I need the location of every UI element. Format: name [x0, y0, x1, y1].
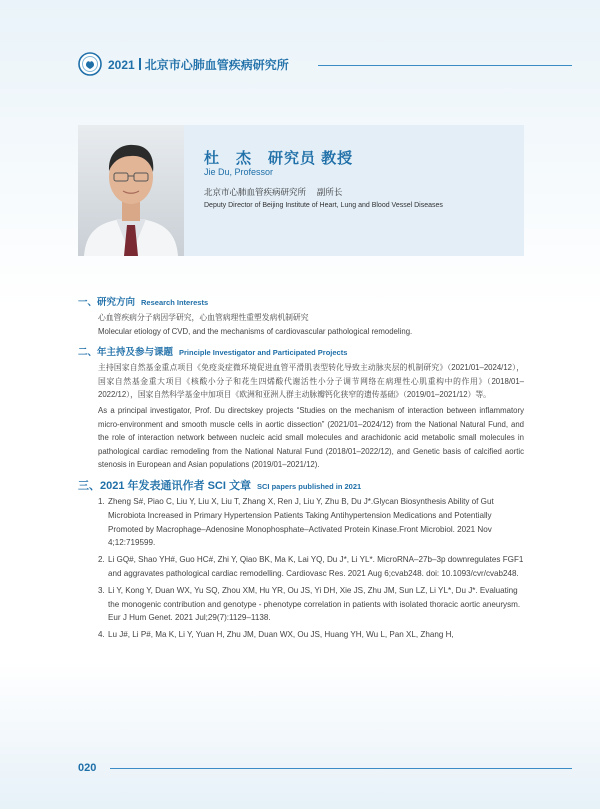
list-item-number: 4.	[98, 630, 105, 640]
projects-heading-en: Principle Investigator and Participated Projects	[179, 348, 348, 358]
projects-body-cn: 主持国家自然基金重点项目《免疫炎症微环境促进血管平滑肌表型转化导致主动脉夹层的机制研究》（2021/01–2024/12），国家自然基金重大项目《核酸小分子和花生四烯酸代谢活性小分子调节网络在病理性心肌重构中的作用》（2018/01–2022/12），国家自然科学基金中加项目《欧洲和亚洲人群主动脉瓣钙化狭窄的遗传基础》（2019/01–2021/12）等。	[98, 363, 524, 400]
research-heading-cn: 一、研究方向	[78, 297, 136, 308]
header-institute: 北京市心肺血管疾病研究所	[144, 58, 289, 72]
research-heading-en: Research Interests	[141, 298, 209, 307]
research-body-en: Molecular etiology of CVD, and the mechanisms of cardiovascular pathological remodeling.	[98, 326, 413, 336]
header-rule	[318, 65, 572, 66]
profile-card	[78, 125, 524, 256]
page-number: 020	[78, 762, 97, 774]
list-item-text: Lu J#, Li P#, Ma K, Li Y, Yuan H, Zhu JM, Duan WX, Ou JS, Huang YH, Wu L, Pan XL, Zhang H,	[108, 630, 454, 640]
portrait-image	[78, 125, 184, 256]
papers-heading-en: SCI papers published in 2021	[256, 481, 362, 491]
papers-section	[78, 480, 524, 642]
main-content	[78, 296, 524, 650]
papers-heading-cn: 三、2021 年发表通讯作者 SCI 文章	[78, 479, 251, 492]
research-heading	[78, 296, 524, 309]
list-item-text: Zheng S#, Piao C, Liu Y, Liu X, Liu T, Zhang X, Ren J, Liu Y, Zhu B, Du J*.Glycan Biosynthesis Ability of Gut Microbiota Increased in Primary Hypertension Patients Taking Antihypertension Medications and Potentially Promoted by Macrophage–Adenosine Monophosphate–Activated Protein Kinase.Front Microbiol. 2021 Nov 4;12:719599.	[108, 496, 494, 548]
list-item-number: 2.	[98, 555, 105, 565]
research-section	[78, 296, 524, 338]
list-item-number: 3.	[98, 585, 105, 595]
profile-name: 杜 杰 研究员 教授	[204, 150, 354, 167]
list-item-text: Li Y, Kong Y, Duan WX, Yu SQ, Zhou XM, Hu YR, Ou JS, Yi DH, Xie JS, Zhu JM, Sun LZ, Li YL*, Du J*. Evaluating the monogenic contribution and genotype - phenotype correlation in patients with isolated thoracic aortic aneurysm. Eur J Hum Genet. 2021 Jul;29(7):1129–1138.	[108, 585, 521, 623]
institute-logo-icon	[78, 52, 102, 76]
list-item	[98, 584, 524, 625]
projects-heading-cn: 二、年主持及参与课题	[78, 347, 174, 359]
projects-section	[78, 346, 524, 472]
list-item	[98, 495, 524, 550]
list-item	[98, 553, 524, 581]
header-divider	[139, 58, 141, 70]
header-year: 2021	[108, 58, 135, 72]
list-item-text: Li GQ#, Shao YH#, Guo HC#, Zhi Y, Qiao BK, Ma K, Lai YQ, Du J*, Li YL*. MicroRNA–27b–3p downregulates FGF1 and aggravates pathological cardiac remodelling. Cardiovasc Res. 2021 Aug 6;cvab248. doi: 10.1093/cvr/cvab248.	[108, 555, 524, 578]
header-title	[108, 56, 289, 73]
papers-heading	[78, 480, 524, 493]
footer-rule	[110, 768, 572, 769]
list-item-number: 1.	[98, 496, 105, 506]
research-body-cn: 心血管疾病分子病因学研究，心血管病理性重塑发病机制研究	[98, 313, 309, 322]
projects-body-en: As a principal investigator, Prof. Du directskey projects “Studies on the mechanism of interaction between inflammatory micro-environment and smooth muscle cells in aortic dissection” (2021/01–2024/12) from the National Natural Fund, and the role of interaction network between nucleic acid small molecules and arachidonic acid metabolic small molecules in pathological cardiac remodeling from the National Natural Fund (2018/01–2022/12), and Genetic basis of calcified aortic stenosis in European and Asian populations (2019/01–2021/12).	[98, 405, 524, 470]
profile-photo	[78, 125, 184, 256]
profile-position: 北京市心肺血管疾病研究所 副所长	[204, 187, 343, 197]
profile-name-english: Jie Du, Professor	[204, 167, 274, 177]
list-item	[98, 628, 524, 642]
projects-heading	[78, 346, 524, 359]
papers-list	[98, 495, 524, 642]
page-header	[78, 52, 600, 78]
profile-position-english: Deputy Director of Beijing Institute of Heart, Lung and Blood Vessel Diseases	[204, 202, 443, 209]
